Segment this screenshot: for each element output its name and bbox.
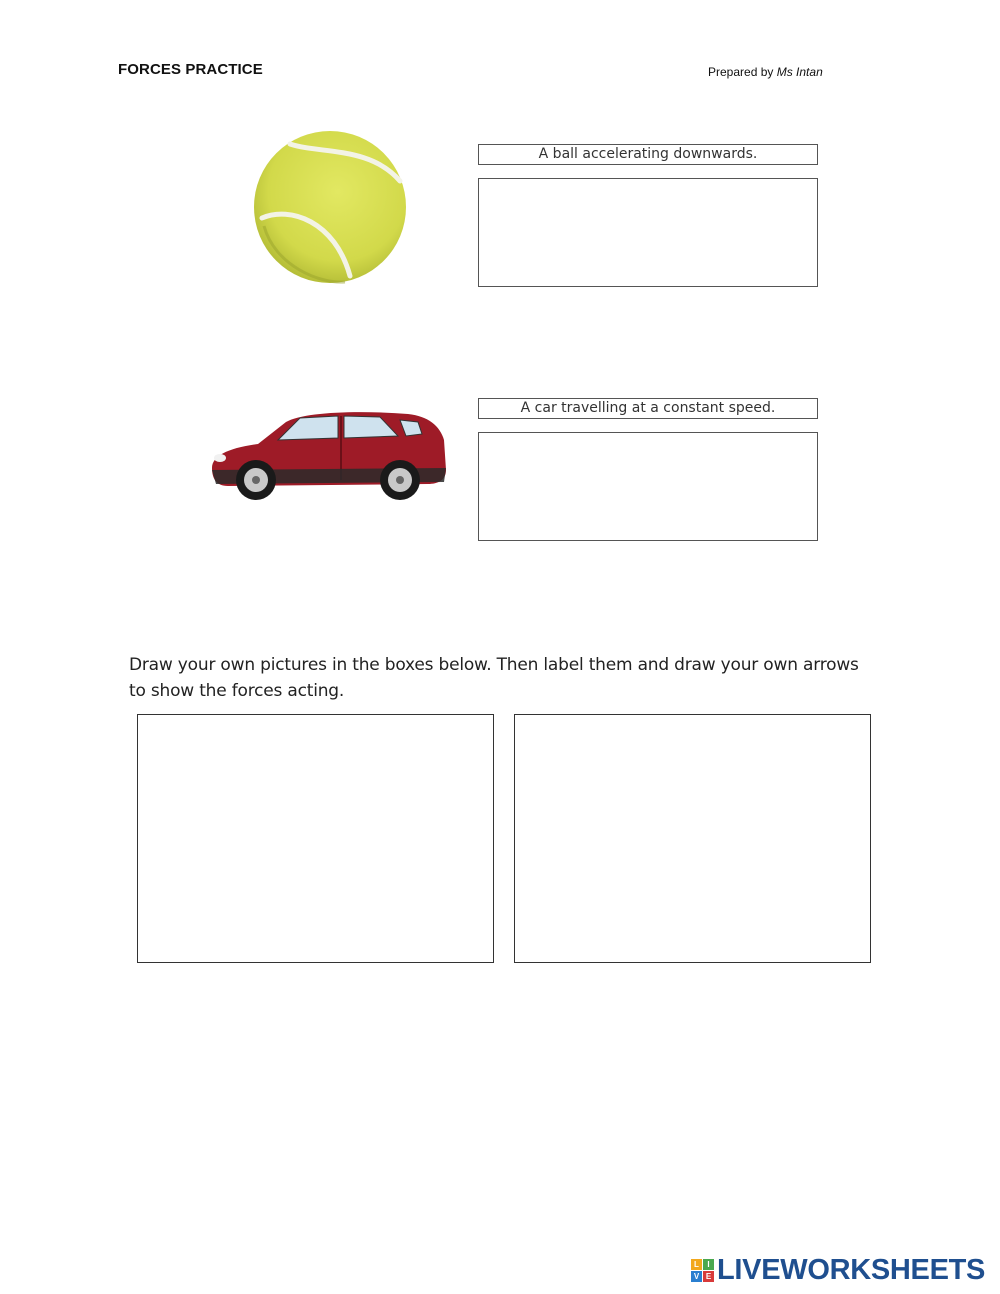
worksheet-title: FORCES PRACTICE xyxy=(118,61,263,78)
car-answer-box[interactable] xyxy=(478,432,818,541)
tennis-ball-icon xyxy=(250,126,410,288)
live-letter-e: E xyxy=(703,1271,714,1282)
live-letter-l: L xyxy=(691,1259,702,1270)
ball-answer-box[interactable] xyxy=(478,178,818,287)
prepared-by xyxy=(708,65,823,79)
instructions-line-2: to show the forces acting. xyxy=(129,681,345,701)
drawing-box-right[interactable] xyxy=(514,714,871,963)
instructions xyxy=(129,652,889,704)
prepared-prefix: Prepared by xyxy=(708,65,777,79)
car-image xyxy=(208,408,448,504)
car-icon xyxy=(208,408,448,504)
drawing-box-left[interactable] xyxy=(137,714,494,963)
instructions-line-1: Draw your own pictures in the boxes below. Then label them and draw your own arrows xyxy=(129,655,859,675)
ball-caption: A ball accelerating downwards. xyxy=(478,144,818,165)
live-letter-v: V xyxy=(691,1271,702,1282)
live-letter-i: I xyxy=(703,1259,714,1270)
logo-text: LIVEWORKSHEETS xyxy=(717,1254,986,1286)
author-name: Ms Intan xyxy=(776,65,823,79)
tennis-ball-image xyxy=(250,126,410,288)
car-caption: A car travelling at a constant speed. xyxy=(478,398,818,419)
liveworksheets-logo xyxy=(691,1253,985,1287)
live-grid-icon xyxy=(691,1259,714,1282)
